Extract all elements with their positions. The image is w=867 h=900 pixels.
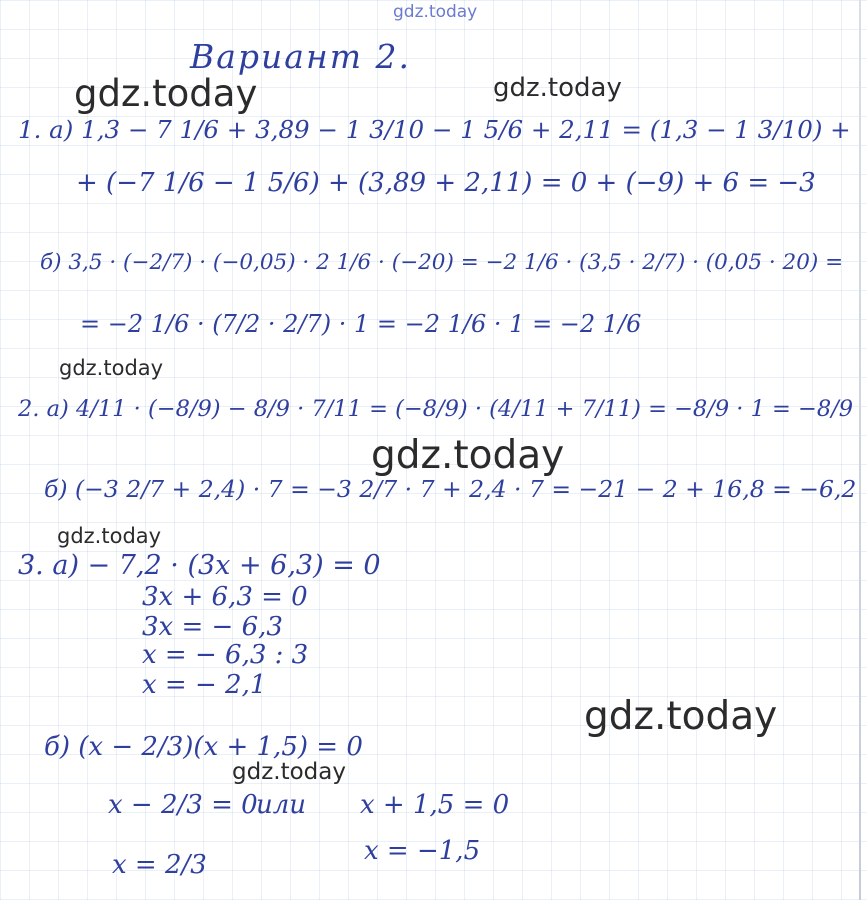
task2-b-line: б) (−3 2/7 + 2,4) · 7 = −3 2/7 · 7 + 2,4 · 7 = −21 − 2 + 16,8 = −6,2 bbox=[44, 475, 857, 503]
task1-a-line1: 1. а) 1,3 − 7 1/6 + 3,89 − 1 3/10 − 1 5/6 + 2,11 = (1,3 − 1 3/10) + bbox=[18, 115, 851, 144]
task1-a-line2: + (−7 1/6 − 1 5/6) + (3,89 + 2,11) = 0 + (−9) + 6 = −3 bbox=[76, 168, 816, 198]
task3-b-line4: x = 2/3 bbox=[112, 850, 207, 880]
task3-a-line5: x = − 2,1 bbox=[142, 670, 267, 700]
watermark-f: gdz.today bbox=[584, 694, 778, 739]
task3-a-line2: 3x + 6,3 = 0 bbox=[142, 582, 308, 612]
page-edge bbox=[859, 0, 861, 900]
task3-b-or: или bbox=[256, 790, 307, 820]
heading: Вариант 2. bbox=[190, 37, 411, 76]
task3-a-line4: x = − 6,3 : 3 bbox=[142, 640, 309, 670]
task3-b-line3: x + 1,5 = 0 bbox=[360, 790, 510, 820]
watermark-e: gdz.today bbox=[57, 524, 162, 548]
watermark-d: gdz.today bbox=[371, 433, 565, 478]
watermark-b: gdz.today bbox=[493, 73, 622, 103]
task3-b-line5: x = −1,5 bbox=[364, 836, 481, 866]
task3-a-line1: 3. а) − 7,2 · (3x + 6,3) = 0 bbox=[18, 550, 381, 581]
task3-a-line3: 3x = − 6,3 bbox=[142, 612, 283, 642]
watermark-top: gdz.today bbox=[393, 2, 478, 22]
task3-b-line1: б) (x − 2/3)(x + 1,5) = 0 bbox=[44, 732, 363, 762]
task2-a-line: 2. а) 4/11 · (−8/9) − 8/9 · 7/11 = (−8/9) · (4/11 + 7/11) = −8/9 · 1 = −8/9 bbox=[18, 396, 854, 422]
watermark-g: gdz.today bbox=[232, 759, 346, 785]
watermark-c: gdz.today bbox=[59, 356, 164, 380]
watermark-a: gdz.today bbox=[74, 72, 258, 115]
task3-b-line2: x − 2/3 = 0 bbox=[108, 790, 258, 820]
task1-b-line2: = −2 1/6 · (7/2 · 2/7) · 1 = −2 1/6 · 1 = −2 1/6 bbox=[80, 310, 642, 338]
task1-b-line1: б) 3,5 · (−2/7) · (−0,05) · 2 1/6 · (−20) = −2 1/6 · (3,5 · 2/7) · (0,05 · 20) = bbox=[40, 250, 844, 275]
